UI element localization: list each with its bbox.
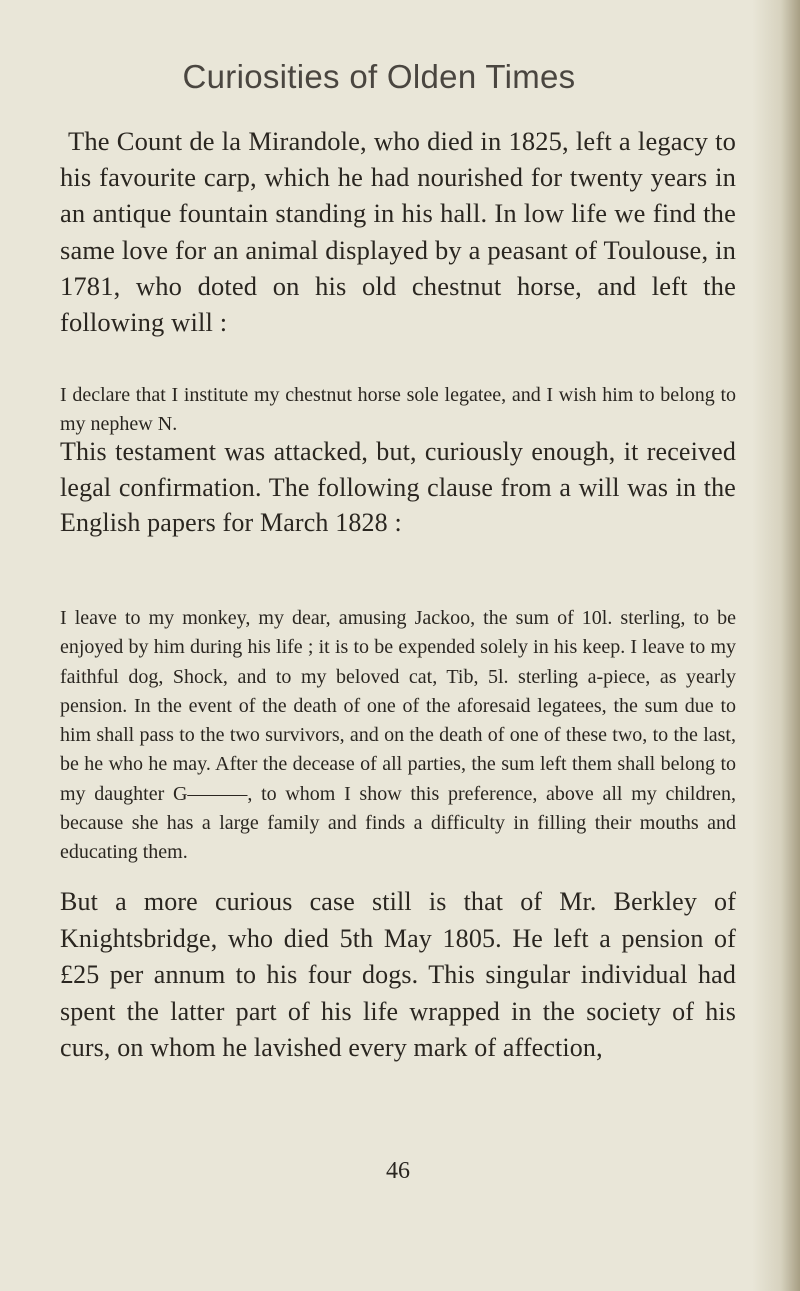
paragraph-testament: This testament was attacked, but, curiously enough, it received legal confirmation. The following clause from a will was in the English papers for March 1828 :: [60, 437, 736, 537]
quote-english-will: I leave to my monkey, my dear, amusing Jackoo, the sum of 10l. sterling, to be enjoyed by him during his life ; it is to be expended solely in his keep. I leave to my faithful dog, Shock, and to my beloved cat, Tib, 5l. sterling a-piece, as yearly pension. In the event of the death of one of the aforesaid legatees, the sum due to him shall pass to the two survivors, and on the death of one of these two, to the last, be he who he may. After the decease of all parties, the sum left them shall belong to my daughter G———, to whom I show this preference, above all my children, because she has a large family and finds a difficulty in filling their mouths and educating them.: [60, 607, 736, 864]
quote-toulouse-will: I declare that I institute my chestnut horse sole legatee, and I wish him to belong to my nephew N.: [60, 384, 736, 435]
page-number: 46: [386, 1158, 410, 1184]
paragraph-berkley: But a more curious case still is that of Mr. Berkley of Knightsbridge, who died 5th May 1805. He left a pension of £25 per annum to his four dogs. This singular individual had spent the latter part of his life wrapped in the society of his curs, on whom he lavished every mark of affection,: [60, 887, 736, 1062]
running-head: Curiosities of Olden Times: [182, 58, 576, 95]
paragraph-mirandole: The Count de la Mirandole, who died in 1825, left a legacy to his favourite carp, which he had nourished for twenty years in an antique fountain standing in his hall. In low life we find the same love for an animal displayed by a peasant of Toulouse, in 1781, who doted on his old chestnut horse, and left the following will :: [60, 126, 736, 338]
page-edge-shadow: [752, 0, 800, 1291]
